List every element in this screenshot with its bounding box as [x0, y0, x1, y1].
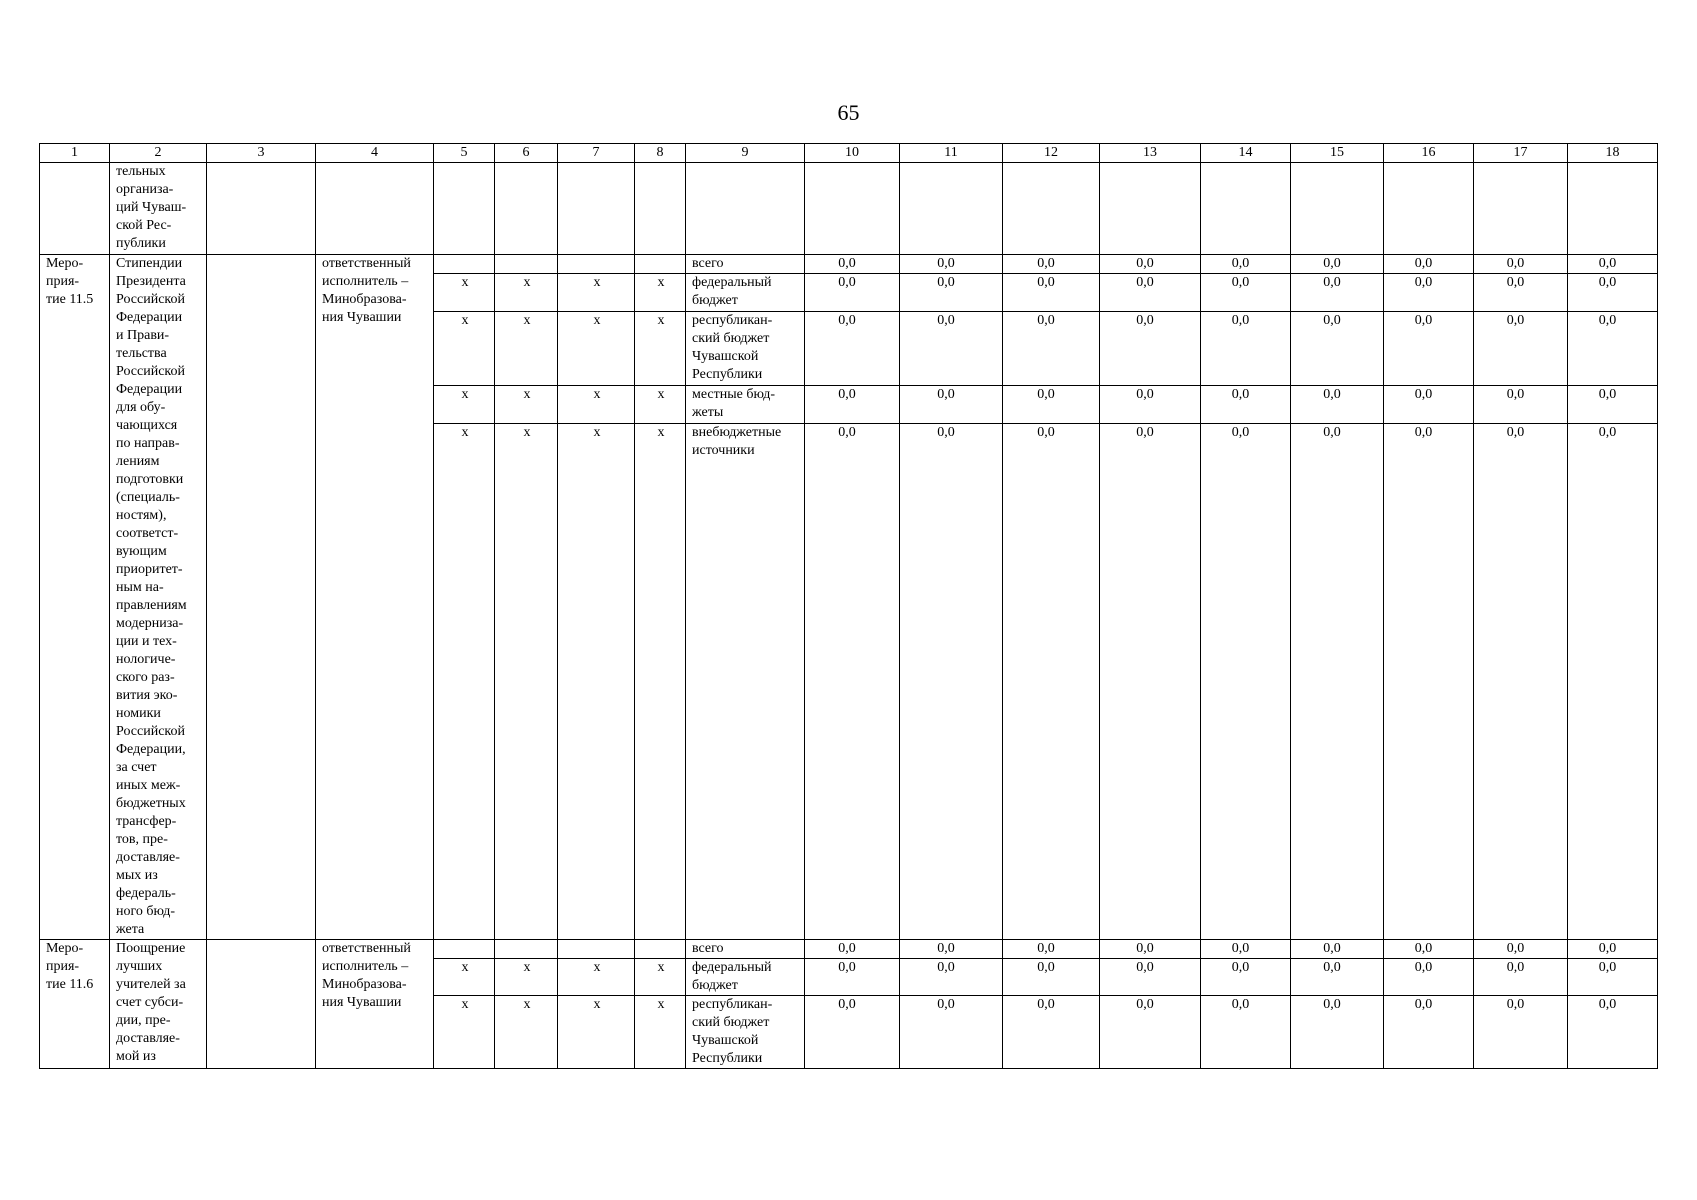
amount-cell: 0,0 [1568, 311, 1658, 385]
mark-cell: x [434, 386, 495, 424]
amount-cell: 0,0 [1201, 255, 1291, 274]
cell-col18 [1568, 163, 1658, 255]
amount-cell: 0,0 [1003, 255, 1100, 274]
amount-cell: 0,0 [1201, 274, 1291, 312]
amount-cell: 0,0 [900, 940, 1003, 959]
mark-cell: x [558, 274, 635, 312]
cell-col6 [495, 163, 558, 255]
amount-cell: 0,0 [1100, 274, 1201, 312]
mark-cell [635, 940, 686, 959]
table-body [40, 163, 1658, 1069]
amount-cell: 0,0 [1291, 423, 1384, 939]
mark-cell: x [434, 959, 495, 996]
amount-cell: 0,0 [1003, 274, 1100, 312]
amount-cell: 0,0 [1384, 940, 1474, 959]
funding-source: всего [686, 940, 805, 959]
amount-cell: 0,0 [1474, 996, 1568, 1069]
mark-cell: x [558, 311, 635, 385]
continuation-row [40, 163, 1658, 255]
amount-cell: 0,0 [1384, 423, 1474, 939]
column-header-1: 1 [40, 144, 110, 163]
column-header-15: 15 [1291, 144, 1384, 163]
amount-cell: 0,0 [1291, 996, 1384, 1069]
funding-source: местные бюд- жеты [686, 386, 805, 424]
amount-cell: 0,0 [1384, 996, 1474, 1069]
cell-col11 [900, 163, 1003, 255]
column-header-5: 5 [434, 144, 495, 163]
amount-cell: 0,0 [1201, 940, 1291, 959]
amount-cell: 0,0 [1474, 274, 1568, 312]
amount-cell: 0,0 [1100, 959, 1201, 996]
amount-cell: 0,0 [1384, 274, 1474, 312]
measure-name: Поощрение лучших учителей за счет субси- дии, пре- доставляе- мой из [110, 940, 207, 1069]
amount-cell: 0,0 [1474, 255, 1568, 274]
amount-cell: 0,0 [1568, 255, 1658, 274]
column-header-9: 9 [686, 144, 805, 163]
cell-col9 [686, 163, 805, 255]
amount-cell: 0,0 [1201, 311, 1291, 385]
amount-cell: 0,0 [1568, 274, 1658, 312]
amount-cell: 0,0 [1100, 311, 1201, 385]
funding-source: федеральный бюджет [686, 274, 805, 312]
mark-cell: x [558, 996, 635, 1069]
cell-col14 [1201, 163, 1291, 255]
amount-cell: 0,0 [1568, 423, 1658, 939]
responsible-executor: ответственный исполнитель – Минобразова- ния Чувашии [316, 940, 434, 1069]
amount-cell: 0,0 [1384, 311, 1474, 385]
cell-col7 [558, 163, 635, 255]
amount-cell: 0,0 [1003, 311, 1100, 385]
mark-cell: x [558, 959, 635, 996]
mark-cell: x [635, 274, 686, 312]
cell-col15 [1291, 163, 1384, 255]
mark-cell: x [434, 996, 495, 1069]
column-header-4: 4 [316, 144, 434, 163]
funding-source: республикан- ский бюджет Чувашской Республики [686, 311, 805, 385]
amount-cell: 0,0 [1291, 255, 1384, 274]
funding-source: всего [686, 255, 805, 274]
funding-source: федеральный бюджет [686, 959, 805, 996]
mark-cell [558, 940, 635, 959]
mark-cell: x [434, 274, 495, 312]
amount-cell: 0,0 [900, 255, 1003, 274]
amount-cell: 0,0 [1100, 255, 1201, 274]
cell-col17 [1474, 163, 1568, 255]
amount-cell: 0,0 [1291, 959, 1384, 996]
mark-cell: x [635, 423, 686, 939]
mark-cell: x [495, 274, 558, 312]
amount-cell: 0,0 [1291, 274, 1384, 312]
amount-cell: 0,0 [1384, 255, 1474, 274]
amount-cell: 0,0 [900, 423, 1003, 939]
mark-cell: x [558, 386, 635, 424]
amount-cell: 0,0 [1474, 311, 1568, 385]
amount-cell: 0,0 [1568, 996, 1658, 1069]
amount-cell: 0,0 [805, 311, 900, 385]
mark-cell: x [495, 996, 558, 1069]
amount-cell: 0,0 [900, 274, 1003, 312]
mark-cell: x [495, 386, 558, 424]
amount-cell: 0,0 [900, 386, 1003, 424]
mark-cell [434, 940, 495, 959]
amount-cell: 0,0 [1100, 940, 1201, 959]
column-header-12: 12 [1003, 144, 1100, 163]
funding-source: республикан- ский бюджет Чувашской Республики [686, 996, 805, 1069]
amount-cell: 0,0 [805, 386, 900, 424]
mark-cell [635, 255, 686, 274]
mark-cell: x [495, 959, 558, 996]
amount-cell: 0,0 [1201, 386, 1291, 424]
mark-cell: x [635, 386, 686, 424]
column-header-8: 8 [635, 144, 686, 163]
column-header-14: 14 [1201, 144, 1291, 163]
amount-cell: 0,0 [1474, 386, 1568, 424]
amount-cell: 0,0 [1474, 423, 1568, 939]
amount-cell: 0,0 [1003, 940, 1100, 959]
table-row [40, 940, 1658, 959]
amount-cell: 0,0 [1003, 959, 1100, 996]
amount-cell: 0,0 [805, 423, 900, 939]
amount-cell: 0,0 [805, 255, 900, 274]
budget-table [39, 143, 1658, 1069]
column-header-10: 10 [805, 144, 900, 163]
amount-cell: 0,0 [1100, 996, 1201, 1069]
measure-number: Меро- прия- тие 11.6 [40, 940, 110, 1069]
amount-cell: 0,0 [1201, 423, 1291, 939]
cell-col12 [1003, 163, 1100, 255]
amount-cell: 0,0 [1003, 386, 1100, 424]
cell-col16 [1384, 163, 1474, 255]
cell-col13 [1100, 163, 1201, 255]
table-row [40, 255, 1658, 274]
amount-cell: 0,0 [1201, 996, 1291, 1069]
column-header-6: 6 [495, 144, 558, 163]
amount-cell: 0,0 [1100, 386, 1201, 424]
mark-cell [558, 255, 635, 274]
mark-cell: x [495, 423, 558, 939]
mark-cell: x [434, 311, 495, 385]
cell-col1 [40, 163, 110, 255]
amount-cell: 0,0 [805, 996, 900, 1069]
page-number: 65 [837, 100, 860, 125]
cell-col3 [207, 940, 316, 1069]
mark-cell: x [495, 311, 558, 385]
column-header-2: 2 [110, 144, 207, 163]
cell-col5 [434, 163, 495, 255]
mark-cell: x [635, 959, 686, 996]
mark-cell: x [635, 311, 686, 385]
column-header-11: 11 [900, 144, 1003, 163]
mark-cell [495, 255, 558, 274]
header-row [40, 144, 1658, 163]
amount-cell: 0,0 [805, 959, 900, 996]
column-header-13: 13 [1100, 144, 1201, 163]
cell-col4 [316, 163, 434, 255]
cell-measure-name: тельных организа- ций Чуваш- ской Рес- публики [110, 163, 207, 255]
column-header-3: 3 [207, 144, 316, 163]
amount-cell: 0,0 [805, 274, 900, 312]
amount-cell: 0,0 [1568, 959, 1658, 996]
amount-cell: 0,0 [1003, 423, 1100, 939]
measure-name: Стипендии Президента Российской Федерации и Прави- тельства Российской Федерации для обу- чающихся по направ- лениям подготовки (специаль- ностям), соответст- вующим приоритет- ным на- правлениям модерниза- ции и тех- нологиче- ского раз- вития эко- номики Российской Федерации, за счет иных меж- бюджетных трансфер- тов, пре- доставляе- мых из федераль- ного бюд- жета [110, 255, 207, 940]
amount-cell: 0,0 [1474, 940, 1568, 959]
cell-col10 [805, 163, 900, 255]
funding-source: внебюджетные источники [686, 423, 805, 939]
amount-cell: 0,0 [900, 996, 1003, 1069]
mark-cell [434, 255, 495, 274]
amount-cell: 0,0 [1568, 940, 1658, 959]
amount-cell: 0,0 [1201, 959, 1291, 996]
amount-cell: 0,0 [1100, 423, 1201, 939]
amount-cell: 0,0 [1384, 959, 1474, 996]
cell-col3 [207, 255, 316, 940]
mark-cell: x [558, 423, 635, 939]
cell-col3 [207, 163, 316, 255]
mark-cell: x [635, 996, 686, 1069]
column-header-18: 18 [1568, 144, 1658, 163]
column-header-16: 16 [1384, 144, 1474, 163]
column-header-7: 7 [558, 144, 635, 163]
mark-cell [495, 940, 558, 959]
amount-cell: 0,0 [1474, 959, 1568, 996]
amount-cell: 0,0 [1003, 996, 1100, 1069]
amount-cell: 0,0 [900, 959, 1003, 996]
responsible-executor: ответственный исполнитель – Минобразова- ния Чувашии [316, 255, 434, 940]
column-header-17: 17 [1474, 144, 1568, 163]
amount-cell: 0,0 [1291, 311, 1384, 385]
amount-cell: 0,0 [1291, 940, 1384, 959]
amount-cell: 0,0 [805, 940, 900, 959]
amount-cell: 0,0 [1384, 386, 1474, 424]
amount-cell: 0,0 [1568, 386, 1658, 424]
amount-cell: 0,0 [1291, 386, 1384, 424]
measure-number: Меро- прия- тие 11.5 [40, 255, 110, 940]
mark-cell: x [434, 423, 495, 939]
cell-col8 [635, 163, 686, 255]
amount-cell: 0,0 [900, 311, 1003, 385]
